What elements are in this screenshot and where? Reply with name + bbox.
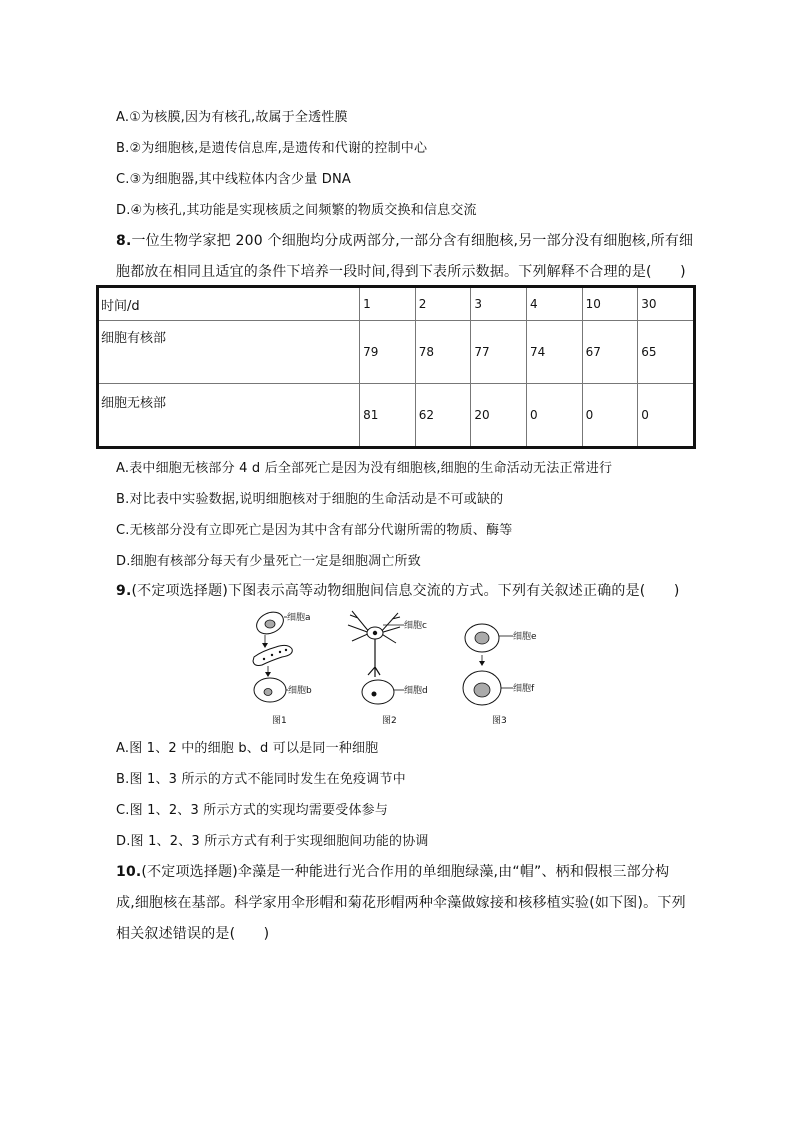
- table-cell: 77: [471, 321, 527, 384]
- q7-option-a: A.①为核膜,因为有核孔,故属于全透性膜: [116, 110, 348, 125]
- q9-option-b: B.图 1、3 所示的方式不能同时发生在免疫调节中: [116, 772, 406, 787]
- q9-option-c: C.图 1、2、3 所示方式的实现均需要受体参与: [116, 803, 389, 818]
- q10-stem-line3: 相关叙述错误的是( ): [116, 926, 270, 942]
- table-cell: 62: [415, 384, 471, 448]
- q9-number: 9.: [116, 583, 132, 599]
- q8-stem-line1: [116, 230, 693, 250]
- row-label-enucleated: 细胞无核部: [98, 384, 360, 448]
- label-cell-e: 细胞e: [513, 632, 537, 642]
- row-label-nucleated: 细胞有核部: [98, 321, 360, 384]
- table-row: [98, 384, 695, 448]
- table-cell: 79: [360, 321, 416, 384]
- q9-option-a: A.图 1、2 中的细胞 b、d 可以是同一种细胞: [116, 741, 379, 756]
- day-cell: 2: [415, 287, 471, 321]
- q9-stem: [116, 580, 680, 600]
- table-header-row: [98, 287, 695, 321]
- table-cell: 78: [415, 321, 471, 384]
- label-cell-b: 细胞b: [288, 686, 312, 696]
- table-cell: 81: [360, 384, 416, 448]
- q8-number: 8.: [116, 233, 132, 249]
- header-time-label: 时间/d: [98, 287, 360, 321]
- table-cell: 20: [471, 384, 527, 448]
- day-cell: 30: [638, 287, 695, 321]
- table-cell: 0: [526, 384, 582, 448]
- caption-figure-3: 图3: [492, 716, 507, 726]
- figure-3-contact: [463, 624, 537, 726]
- day-cell: 1: [360, 287, 416, 321]
- caption-figure-1: 图1: [272, 716, 287, 726]
- label-cell-f: 细胞f: [513, 684, 535, 694]
- q8-stem-text1: 一位生物学家把 200 个细胞均分成两部分,一部分含有细胞核,另一部分没有细胞核,所有细: [131, 233, 694, 249]
- caption-figure-2: 图2: [382, 716, 397, 726]
- day-cell: 4: [526, 287, 582, 321]
- q10-stem-line1: [116, 861, 669, 881]
- day-cell: 10: [582, 287, 638, 321]
- table-cell: 67: [582, 321, 638, 384]
- figure-2-neuron: [348, 611, 428, 726]
- cell-d-shape: [362, 680, 394, 704]
- q8-stem-line2: 胞都放在相同且适宜的条件下培养一段时间,得到下表所示数据。下列解释不合理的是( ): [116, 264, 686, 280]
- axon: [368, 639, 380, 677]
- q7-option-d: D.④为核孔,其功能是实现核质之间频繁的物质交换和信息交流: [116, 203, 477, 218]
- cell-signaling-figure: [240, 603, 560, 728]
- figure-1-paracrine: [253, 608, 312, 726]
- q8-option-a: A.表中细胞无核部分 4 d 后全部死亡是因为没有细胞核,细胞的生命活动无法正常进行: [116, 461, 613, 476]
- q8-option-b: B.对比表中实验数据,说明细胞核对于细胞的生命活动是不可或缺的: [116, 492, 504, 507]
- q9-stem-text: (不定项选择题)下图表示高等动物细胞间信息交流的方式。下列有关叙述正确的是( ): [131, 583, 680, 599]
- day-cell: 3: [471, 287, 527, 321]
- table-cell: 0: [638, 384, 695, 448]
- q10-stem-text1: (不定项选择题)伞藻是一种能进行光合作用的单细胞绿藻,由“帽”、柄和假根三部分构: [141, 864, 670, 880]
- q7-option-b: B.②为细胞核,是遗传信息库,是遗传和代谢的控制中心: [116, 141, 428, 156]
- q8-data-table: [96, 285, 696, 449]
- q9-option-d: D.图 1、2、3 所示方式有利于实现细胞间功能的协调: [116, 834, 429, 849]
- label-cell-c: 细胞c: [404, 621, 427, 631]
- q8-option-c: C.无核部分没有立即死亡是因为其中含有部分代谢所需的物质、酶等: [116, 523, 513, 538]
- table-cell: 74: [526, 321, 582, 384]
- cell-a-nucleus: [265, 620, 275, 628]
- table-cell: 65: [638, 321, 695, 384]
- q10-stem-line2: 成,细胞核在基部。科学家用伞形帽和菊花形帽两种伞藻做嫁接和核移植实验(如下图)。下列: [116, 895, 686, 911]
- label-cell-a: 细胞a: [287, 613, 311, 623]
- table-row: [98, 321, 695, 384]
- table-cell: 0: [582, 384, 638, 448]
- label-cell-d: 细胞d: [404, 686, 428, 696]
- q7-option-c: C.③为细胞器,其中线粒体内含少量 DNA: [116, 172, 351, 187]
- q8-option-d: D.细胞有核部分每天有少量死亡一定是细胞凋亡所致: [116, 554, 421, 569]
- q10-number: 10.: [116, 864, 142, 880]
